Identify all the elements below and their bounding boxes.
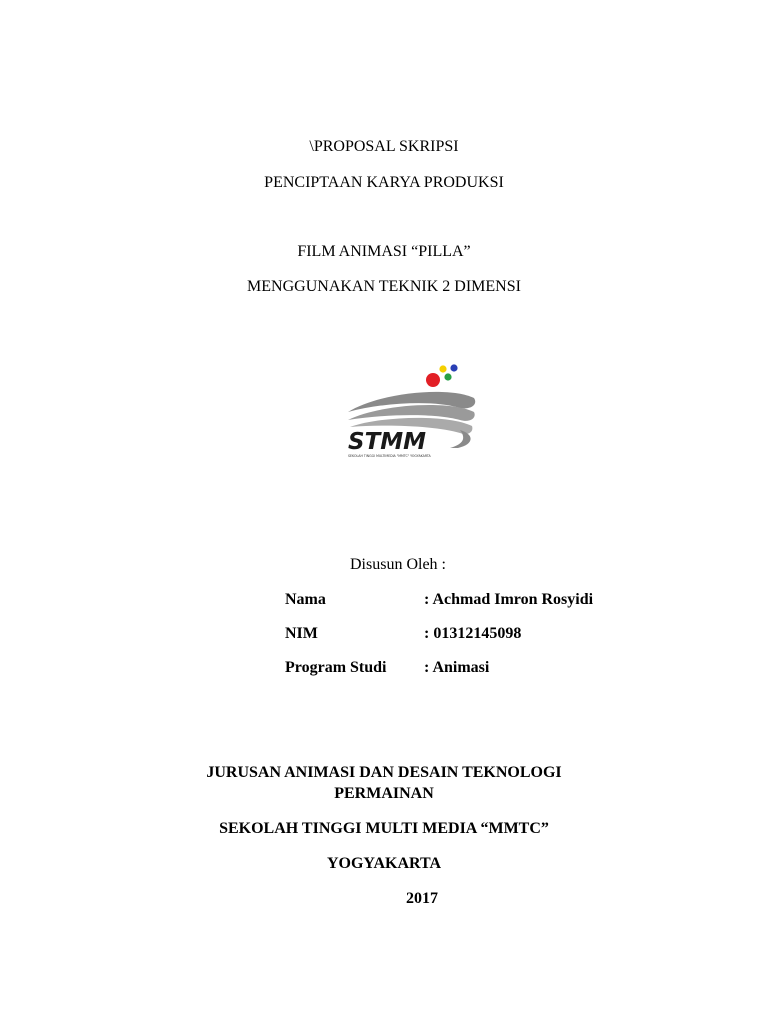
author-field-value: : Animasi (424, 659, 490, 676)
author-field-value: : Achmad Imron Rosyidi (424, 591, 594, 608)
author-field-program (0, 658, 768, 678)
author-field-name (0, 590, 768, 610)
title-line-2: PENCIPTAAN KARYA PRODUKSI (264, 174, 504, 191)
author-field-label: NIM (285, 625, 318, 642)
subtitle-line-2: MENGGUNAKAN TEKNIK 2 DIMENSI (247, 278, 521, 295)
author-intro: Disusun Oleh : (350, 556, 446, 573)
city-name: YOGYAKARTA (326, 855, 442, 872)
title-line-1: \PROPOSAL SKRIPSI (309, 138, 459, 155)
author-field-label: Nama (285, 591, 326, 608)
institution-name: SEKOLAH TINGGI MULTI MEDIA “MMTC” (219, 820, 549, 837)
subtitle-line-1: FILM ANIMASI “PILLA” (297, 243, 471, 260)
department-line-2: PERMAINAN (334, 785, 434, 802)
logo-wordmark: STMM (348, 429, 427, 455)
author-field-value: : 01312145098 (424, 625, 522, 642)
author-field-nim (0, 624, 768, 644)
logo-tagline: SEKOLAH TINGGI MULTIMEDIA "MMTC" YOGYAKARTA (348, 454, 431, 458)
stmm-logo-icon (340, 360, 485, 464)
year: 2017 (406, 890, 438, 907)
department-line-1: JURUSAN ANIMASI DAN DESAIN TEKNOLOGI (206, 764, 562, 781)
author-field-label: Program Studi (285, 659, 387, 676)
